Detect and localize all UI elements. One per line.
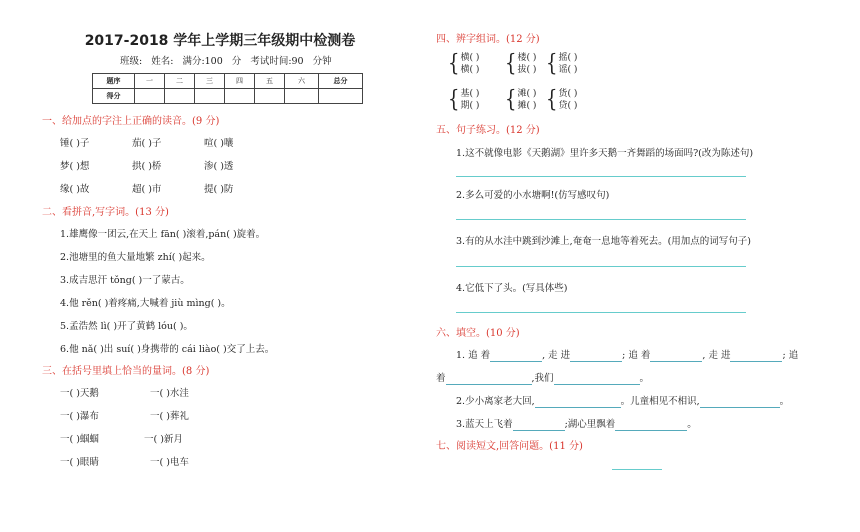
s6-text: ; 追 着 <box>622 350 651 361</box>
s4-word: 谣( ) <box>558 65 578 75</box>
s6-text: 。 <box>639 373 650 384</box>
s4-pair <box>505 85 537 113</box>
section-4-title: 四、辨字组词。(12 分) <box>436 34 540 45</box>
score-input-cell[interactable] <box>135 89 165 104</box>
s6-text: , 走 进 <box>702 350 731 361</box>
fill-blank[interactable] <box>535 396 621 408</box>
s6-text: 1. 追 着 <box>456 350 491 361</box>
s2-item: 3.成吉思汗 tǒng( )一了蒙古。 <box>60 275 190 286</box>
s3-item: 一( )电车 <box>150 457 189 468</box>
s4-word: 基( ) <box>460 89 480 99</box>
s4-word: 横( ) <box>460 65 480 75</box>
s2-item: 1.雄鹰像一团云,在天上 fān( )滚着,pán( )旋着。 <box>60 229 266 240</box>
s2-item: 6.他 nǎ( )出 suí( )身携带的 cái liào( )交了上去。 <box>60 344 275 355</box>
s6-text: 。 <box>779 396 790 407</box>
s4-word: 滩( ) <box>517 89 537 99</box>
s5-item: 3.有的从水洼中跳到沙滩上,奄奄一息地等着死去。(用加点的词写句子) <box>456 236 751 247</box>
s1-item: 渗( )透 <box>204 161 234 172</box>
s3-item: 一( )蝈蝈 <box>60 434 99 445</box>
fill-blank[interactable] <box>730 350 782 362</box>
s4-pair <box>546 85 578 113</box>
s6-line-1 <box>456 347 798 362</box>
s5-item: 1.这不就像电影《天鹅湖》里许多天鹅一齐舞蹈的场面吗?(改为陈述句) <box>456 148 754 159</box>
s3-item: 一( )天鹅 <box>60 388 99 399</box>
s4-pair <box>448 85 480 113</box>
score-cell: 得分 <box>93 89 135 104</box>
exam-meta: 班级: 姓名: 满分:100 分 考试时间:90 分钟 <box>120 56 332 67</box>
brace-icon: { <box>546 85 558 113</box>
exam-title: 2017-2018 学年上学期三年级期中检测卷 <box>84 33 356 49</box>
answer-line[interactable] <box>456 219 746 220</box>
section-6-title: 六、填空。(10 分) <box>436 328 520 339</box>
s6-text: ;湖心里飘着 <box>564 419 616 430</box>
s3-item: 一( )葬礼 <box>150 411 189 422</box>
score-table <box>92 73 363 104</box>
s1-item: 喧( )嚷 <box>204 138 234 149</box>
s1-item: 锤( )子 <box>60 138 90 149</box>
fill-blank[interactable] <box>446 373 532 385</box>
s1-item: 超( )市 <box>132 184 162 195</box>
score-table-score-row <box>93 89 363 104</box>
score-cell: 总分 <box>319 74 363 89</box>
s4-word: 摊( ) <box>517 101 537 111</box>
s4-word: 楼( ) <box>517 53 537 63</box>
s4-pair <box>505 49 537 77</box>
s4-pair <box>546 49 578 77</box>
s5-item: 4.它低下了头。(写具体些) <box>456 283 568 294</box>
section-7-title: 七、阅读短文,回答问题。(11 分) <box>436 441 583 452</box>
score-cell: 三 <box>195 74 225 89</box>
score-input-cell[interactable] <box>255 89 285 104</box>
s6-text: 2.少小离家老大回, <box>456 396 535 407</box>
score-table-header-row <box>93 74 363 89</box>
s1-item: 梦( )想 <box>60 161 90 172</box>
score-cell: 二 <box>165 74 195 89</box>
s4-word: 货( ) <box>558 89 578 99</box>
score-input-cell[interactable] <box>319 89 363 104</box>
s6-text: 。儿童相见不相识, <box>620 396 700 407</box>
section-1-title: 一、给加点的字注上正确的读音。(9 分) <box>42 116 220 127</box>
s3-item: 一( )水洼 <box>150 388 189 399</box>
s1-item: 缘( )故 <box>60 184 90 195</box>
s4-word: 期( ) <box>460 101 480 111</box>
brace-icon: { <box>448 49 460 77</box>
s2-item: 5.孟浩然 lì( )开了黄鹤 lóu( )。 <box>60 321 193 332</box>
fill-blank[interactable] <box>615 419 687 431</box>
s3-item: 一( )新月 <box>144 434 183 445</box>
score-input-cell[interactable] <box>285 89 319 104</box>
s4-word: 摇( ) <box>558 53 578 63</box>
s2-item: 2.池塘里的鱼大量地繁 zhí( )起来。 <box>60 252 211 263</box>
fill-blank[interactable] <box>700 396 780 408</box>
s6-text: ; 追 <box>782 350 799 361</box>
answer-line[interactable] <box>456 312 746 313</box>
brace-icon: { <box>505 49 517 77</box>
s4-word: 拔( ) <box>517 65 537 75</box>
brace-icon: { <box>546 49 558 77</box>
score-input-cell[interactable] <box>225 89 255 104</box>
fill-blank[interactable] <box>490 350 542 362</box>
s3-item: 一( )眼睛 <box>60 457 99 468</box>
s6-line-4 <box>456 416 697 431</box>
s4-pair <box>448 49 480 77</box>
s6-text: 。 <box>687 419 697 430</box>
score-cell: 题序 <box>93 74 135 89</box>
s5-item: 2.多么可爱的小水塘啊!(仿写感叹句) <box>456 190 610 201</box>
answer-line[interactable] <box>612 469 662 470</box>
s6-text: , 走 进 <box>542 350 571 361</box>
answer-line[interactable] <box>456 266 746 267</box>
brace-icon: { <box>448 85 460 113</box>
s6-text: ,我们 <box>531 373 554 384</box>
s6-line-2 <box>436 370 649 385</box>
section-2-title: 二、看拼音,写字词。(13 分) <box>42 207 169 218</box>
score-input-cell[interactable] <box>195 89 225 104</box>
score-cell: 一 <box>135 74 165 89</box>
s6-text: 3.蓝天上飞着 <box>456 419 513 430</box>
s6-line-3 <box>456 393 789 408</box>
fill-blank[interactable] <box>570 350 622 362</box>
brace-icon: { <box>505 85 517 113</box>
score-cell: 六 <box>285 74 319 89</box>
score-input-cell[interactable] <box>165 89 195 104</box>
s2-item: 4.他 rěn( )着疼痛,大喊着 jiù mìng( )。 <box>60 298 231 309</box>
s3-item: 一( )瀑布 <box>60 411 99 422</box>
score-cell: 五 <box>255 74 285 89</box>
fill-blank[interactable] <box>513 419 565 431</box>
fill-blank[interactable] <box>650 350 702 362</box>
section-3-title: 三、在括号里填上恰当的量词。(8 分) <box>42 366 210 377</box>
s4-word: 横( ) <box>460 53 480 63</box>
s1-item: 茄( )子 <box>132 138 162 149</box>
s4-word: 贷( ) <box>558 101 578 111</box>
answer-line[interactable] <box>456 176 746 177</box>
fill-blank[interactable] <box>554 373 640 385</box>
score-cell: 四 <box>225 74 255 89</box>
s1-item: 提( )防 <box>204 184 234 195</box>
section-5-title: 五、句子练习。(12 分) <box>436 125 540 136</box>
s6-text: 着 <box>436 373 446 384</box>
s1-item: 拱( )桥 <box>132 161 162 172</box>
